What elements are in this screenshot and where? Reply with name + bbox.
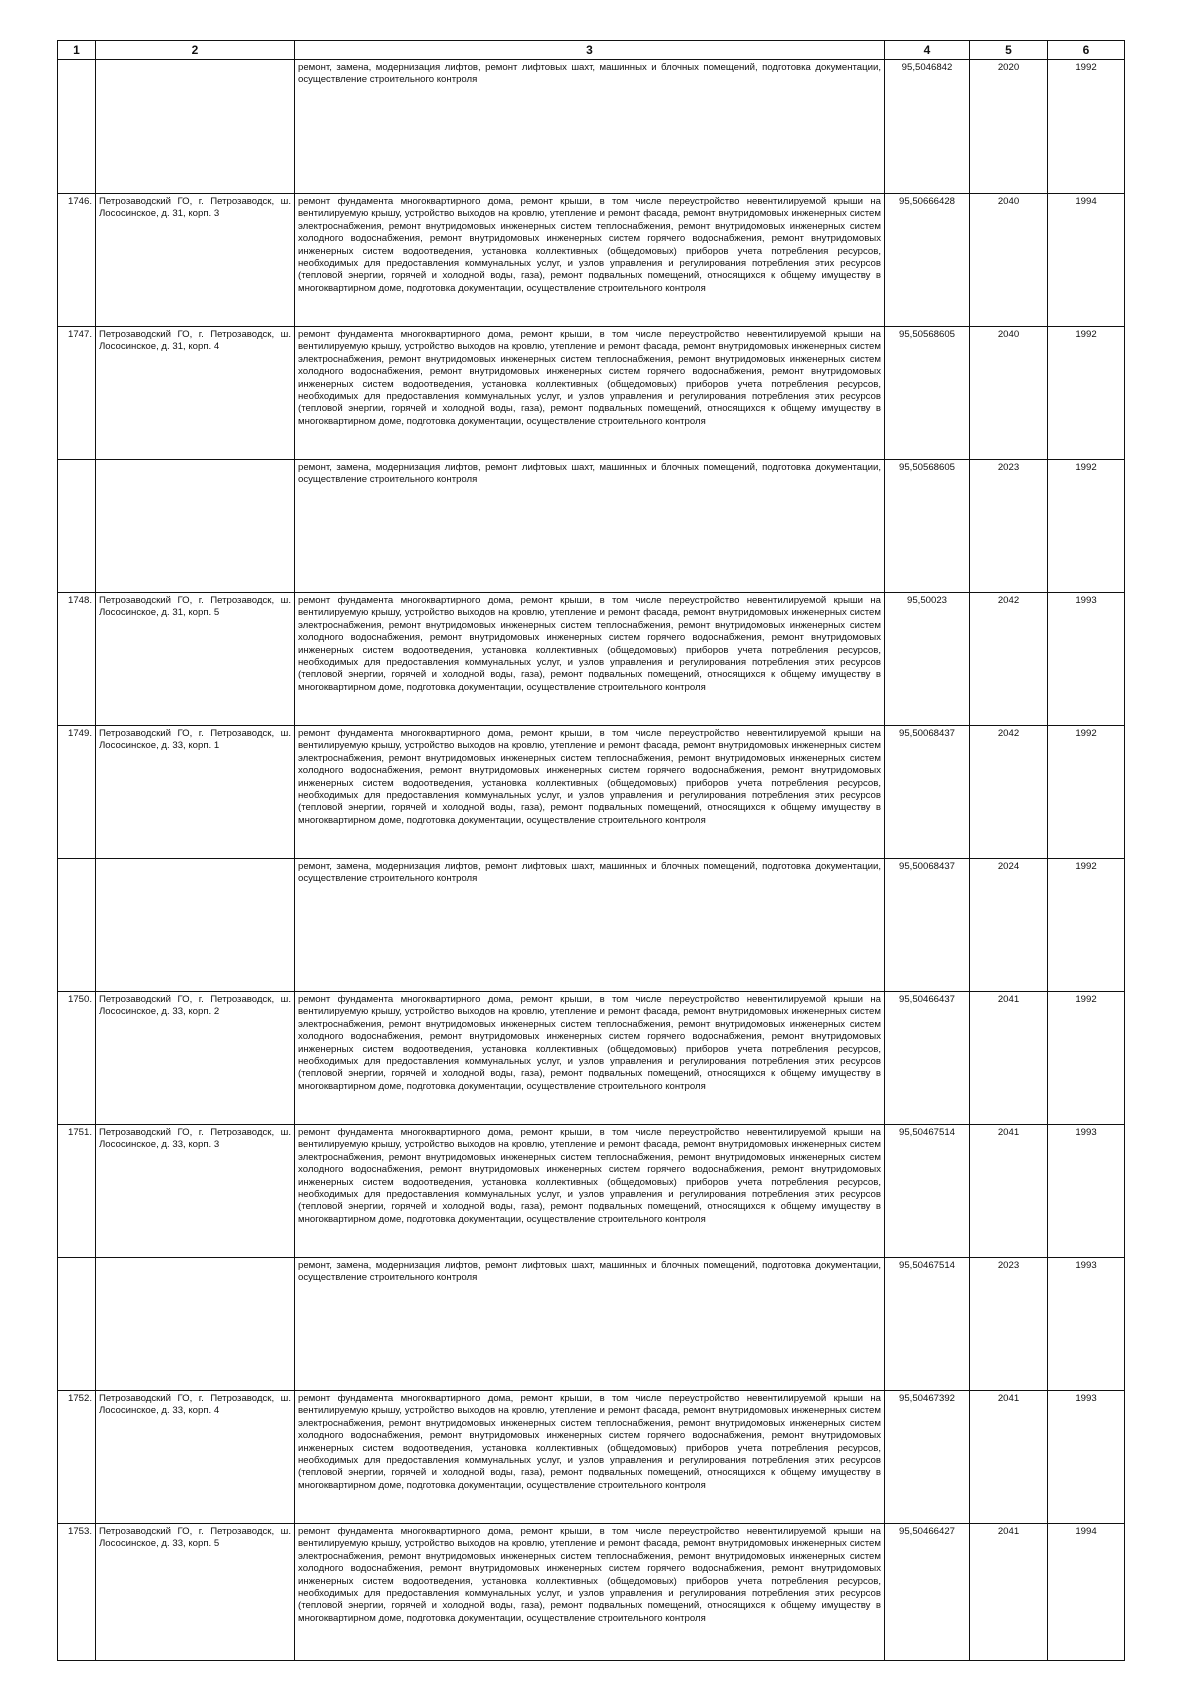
row-value-col6: 1992 [1048,327,1125,460]
row-value-col4: 95,50467514 [885,1258,970,1391]
row-value-col6: 1993 [1048,1391,1125,1524]
row-number: 1750. [58,992,96,1125]
header-col-3: 3 [295,41,885,60]
row-number [58,1258,96,1391]
table-row [58,1524,1125,1661]
row-value-col4: 95,50467514 [885,1125,970,1258]
header-col-5: 5 [970,41,1048,60]
table-row [58,1258,1125,1391]
row-value-col4: 95,50466427 [885,1524,970,1661]
row-work-type: ремонт, замена, модернизация лифтов, ремонт лифтовых шахт, машинных и блочных помещений, подготовка документации, осуществление строительного контроля [295,460,885,593]
row-value-col6: 1993 [1048,1125,1125,1258]
table-row [58,460,1125,593]
row-value-col4: 95,50466437 [885,992,970,1125]
table-row [58,194,1125,327]
row-number: 1751. [58,1125,96,1258]
row-value-col6: 1994 [1048,194,1125,327]
row-value-col6: 1992 [1048,859,1125,992]
row-work-type: ремонт фундамента многоквартирного дома, ремонт крыши, в том числе переустройство невентилируемой крыши на вентилируемую крышу, устройство выходов на кровлю, утепление и ремонт фасада, ремонт внутридомовых инженерных систем электроснабжения, ремонт внутридомовых инженерных систем теплоснабжения, ремонт внутридомовых инженерных систем холодного водоснабжения, ремонт внутридомовых инженерных систем горячего водоснабжения, ремонт внутридомовых инженерных систем водоотведения, установка коллективных (общедомовых) приборов учета потребления ресурсов, необходимых для предоставления коммунальных услуг, и узлов управления и регулирования потребления этих ресурсов (тепловой энергии, горячей и холодной воды, газа), ремонт подвальных помещений, относящихся к общему имуществу в многоквартирном доме, подготовка документации, осуществление строительного контроля [295,992,885,1125]
table-row [58,60,1125,194]
row-address [96,460,295,593]
row-work-type: ремонт фундамента многоквартирного дома, ремонт крыши, в том числе переустройство невентилируемой крыши на вентилируемую крышу, устройство выходов на кровлю, утепление и ремонт фасада, ремонт внутридомовых инженерных систем электроснабжения, ремонт внутридомовых инженерных систем теплоснабжения, ремонт внутридомовых инженерных систем холодного водоснабжения, ремонт внутридомовых инженерных систем горячего водоснабжения, ремонт внутридомовых инженерных систем водоотведения, установка коллективных (общедомовых) приборов учета потребления ресурсов, необходимых для предоставления коммунальных услуг, и узлов управления и регулирования потребления этих ресурсов (тепловой энергии, горячей и холодной воды, газа), ремонт подвальных помещений, относящихся к общему имуществу в многоквартирном доме, подготовка документации, осуществление строительного контроля [295,327,885,460]
row-value-col4: 95,50568605 [885,327,970,460]
row-address [96,1258,295,1391]
row-work-type: ремонт фундамента многоквартирного дома, ремонт крыши, в том числе переустройство невентилируемой крыши на вентилируемую крышу, устройство выходов на кровлю, утепление и ремонт фасада, ремонт внутридомовых инженерных систем электроснабжения, ремонт внутридомовых инженерных систем теплоснабжения, ремонт внутридомовых инженерных систем холодного водоснабжения, ремонт внутридомовых инженерных систем горячего водоснабжения, ремонт внутридомовых инженерных систем водоотведения, установка коллективных (общедомовых) приборов учета потребления ресурсов, необходимых для предоставления коммунальных услуг, и узлов управления и регулирования потребления этих ресурсов (тепловой энергии, горячей и холодной воды, газа), ремонт подвальных помещений, относящихся к общему имуществу в многоквартирном доме, подготовка документации, осуществление строительного контроля [295,726,885,859]
row-value-col4: 95,50568605 [885,460,970,593]
table-header-row [58,41,1125,60]
row-value-col5: 2042 [970,593,1048,726]
row-work-type: ремонт фундамента многоквартирного дома, ремонт крыши, в том числе переустройство невентилируемой крыши на вентилируемую крышу, устройство выходов на кровлю, утепление и ремонт фасада, ремонт внутридомовых инженерных систем электроснабжения, ремонт внутридомовых инженерных систем теплоснабжения, ремонт внутридомовых инженерных систем холодного водоснабжения, ремонт внутридомовых инженерных систем горячего водоснабжения, ремонт внутридомовых инженерных систем водоотведения, установка коллективных (общедомовых) приборов учета потребления ресурсов, необходимых для предоставления коммунальных услуг, и узлов управления и регулирования потребления этих ресурсов (тепловой энергии, горячей и холодной воды, газа), ремонт подвальных помещений, относящихся к общему имуществу в многоквартирном доме, подготовка документации, осуществление строительного контроля [295,593,885,726]
row-work-type: ремонт, замена, модернизация лифтов, ремонт лифтовых шахт, машинных и блочных помещений, подготовка документации, осуществление строительного контроля [295,1258,885,1391]
row-value-col6: 1992 [1048,726,1125,859]
row-address: Петрозаводский ГО, г. Петрозаводск, ш. Лососинское, д. 31, корп. 3 [96,194,295,327]
row-value-col5: 2023 [970,460,1048,593]
row-value-col5: 2020 [970,60,1048,194]
row-address: Петрозаводский ГО, г. Петрозаводск, ш. Лососинское, д. 33, корп. 2 [96,992,295,1125]
row-address [96,60,295,194]
row-work-type: ремонт фундамента многоквартирного дома, ремонт крыши, в том числе переустройство невентилируемой крыши на вентилируемую крышу, устройство выходов на кровлю, утепление и ремонт фасада, ремонт внутридомовых инженерных систем электроснабжения, ремонт внутридомовых инженерных систем теплоснабжения, ремонт внутридомовых инженерных систем холодного водоснабжения, ремонт внутридомовых инженерных систем горячего водоснабжения, ремонт внутридомовых инженерных систем водоотведения, установка коллективных (общедомовых) приборов учета потребления ресурсов, необходимых для предоставления коммунальных услуг, и узлов управления и регулирования потребления этих ресурсов (тепловой энергии, горячей и холодной воды, газа), ремонт подвальных помещений, относящихся к общему имуществу в многоквартирном доме, подготовка документации, осуществление строительного контроля [295,194,885,327]
header-col-4: 4 [885,41,970,60]
row-value-col5: 2042 [970,726,1048,859]
row-number: 1747. [58,327,96,460]
row-value-col5: 2024 [970,859,1048,992]
row-value-col4: 95,50666428 [885,194,970,327]
row-value-col6: 1992 [1048,60,1125,194]
row-value-col5: 2041 [970,1524,1048,1661]
header-col-1: 1 [58,41,96,60]
row-value-col4: 95,5046842 [885,60,970,194]
row-value-col5: 2023 [970,1258,1048,1391]
row-address: Петрозаводский ГО, г. Петрозаводск, ш. Лососинское, д. 33, корп. 4 [96,1391,295,1524]
row-address: Петрозаводский ГО, г. Петрозаводск, ш. Лососинское, д. 33, корп. 3 [96,1125,295,1258]
row-address: Петрозаводский ГО, г. Петрозаводск, ш. Лососинское, д. 31, корп. 4 [96,327,295,460]
register-table [57,40,1125,1661]
row-value-col4: 95,50068437 [885,726,970,859]
row-address [96,859,295,992]
row-value-col5: 2040 [970,194,1048,327]
row-number: 1746. [58,194,96,327]
table-row [58,726,1125,859]
table-row [58,327,1125,460]
row-value-col6: 1993 [1048,593,1125,726]
table-row [58,1391,1125,1524]
row-value-col4: 95,50068437 [885,859,970,992]
table-row [58,992,1125,1125]
header-col-2: 2 [96,41,295,60]
header-col-6: 6 [1048,41,1125,60]
row-value-col6: 1992 [1048,460,1125,593]
table-row [58,593,1125,726]
row-work-type: ремонт фундамента многоквартирного дома, ремонт крыши, в том числе переустройство невентилируемой крыши на вентилируемую крышу, устройство выходов на кровлю, утепление и ремонт фасада, ремонт внутридомовых инженерных систем электроснабжения, ремонт внутридомовых инженерных систем теплоснабжения, ремонт внутридомовых инженерных систем холодного водоснабжения, ремонт внутридомовых инженерных систем горячего водоснабжения, ремонт внутридомовых инженерных систем водоотведения, установка коллективных (общедомовых) приборов учета потребления ресурсов, необходимых для предоставления коммунальных услуг, и узлов управления и регулирования потребления этих ресурсов (тепловой энергии, горячей и холодной воды, газа), ремонт подвальных помещений, относящихся к общему имуществу в многоквартирном доме, подготовка документации, осуществление строительного контроля [295,1125,885,1258]
row-number: 1749. [58,726,96,859]
row-work-type: ремонт фундамента многоквартирного дома, ремонт крыши, в том числе переустройство невентилируемой крыши на вентилируемую крышу, устройство выходов на кровлю, утепление и ремонт фасада, ремонт внутридомовых инженерных систем электроснабжения, ремонт внутридомовых инженерных систем теплоснабжения, ремонт внутридомовых инженерных систем холодного водоснабжения, ремонт внутридомовых инженерных систем горячего водоснабжения, ремонт внутридомовых инженерных систем водоотведения, установка коллективных (общедомовых) приборов учета потребления ресурсов, необходимых для предоставления коммунальных услуг, и узлов управления и регулирования потребления этих ресурсов (тепловой энергии, горячей и холодной воды, газа), ремонт подвальных помещений, относящихся к общему имуществу в многоквартирном доме, подготовка документации, осуществление строительного контроля [295,1391,885,1524]
table-row [58,1125,1125,1258]
row-number [58,859,96,992]
row-number [58,60,96,194]
row-value-col4: 95,50023 [885,593,970,726]
row-value-col6: 1994 [1048,1524,1125,1661]
row-value-col5: 2041 [970,1391,1048,1524]
row-work-type: ремонт, замена, модернизация лифтов, ремонт лифтовых шахт, машинных и блочных помещений, подготовка документации, осуществление строительного контроля [295,60,885,194]
row-work-type: ремонт, замена, модернизация лифтов, ремонт лифтовых шахт, машинных и блочных помещений, подготовка документации, осуществление строительного контроля [295,859,885,992]
row-value-col5: 2041 [970,992,1048,1125]
row-address: Петрозаводский ГО, г. Петрозаводск, ш. Лососинское, д. 33, корп. 1 [96,726,295,859]
table-row [58,859,1125,992]
table-body [58,60,1125,1661]
row-value-col6: 1992 [1048,992,1125,1125]
row-value-col6: 1993 [1048,1258,1125,1391]
row-number: 1752. [58,1391,96,1524]
row-work-type: ремонт фундамента многоквартирного дома, ремонт крыши, в том числе переустройство невентилируемой крыши на вентилируемую крышу, устройство выходов на кровлю, утепление и ремонт фасада, ремонт внутридомовых инженерных систем электроснабжения, ремонт внутридомовых инженерных систем теплоснабжения, ремонт внутридомовых инженерных систем холодного водоснабжения, ремонт внутридомовых инженерных систем горячего водоснабжения, ремонт внутридомовых инженерных систем водоотведения, установка коллективных (общедомовых) приборов учета потребления ресурсов, необходимых для предоставления коммунальных услуг, и узлов управления и регулирования потребления этих ресурсов (тепловой энергии, горячей и холодной воды, газа), ремонт подвальных помещений, относящихся к общему имуществу в многоквартирном доме, подготовка документации, осуществление строительного контроля [295,1524,885,1661]
row-number: 1748. [58,593,96,726]
row-value-col5: 2041 [970,1125,1048,1258]
row-address: Петрозаводский ГО, г. Петрозаводск, ш. Лососинское, д. 31, корп. 5 [96,593,295,726]
row-number [58,460,96,593]
row-address: Петрозаводский ГО, г. Петрозаводск, ш. Лососинское, д. 33, корп. 5 [96,1524,295,1661]
row-number: 1753. [58,1524,96,1661]
row-value-col4: 95,50467392 [885,1391,970,1524]
row-value-col5: 2040 [970,327,1048,460]
